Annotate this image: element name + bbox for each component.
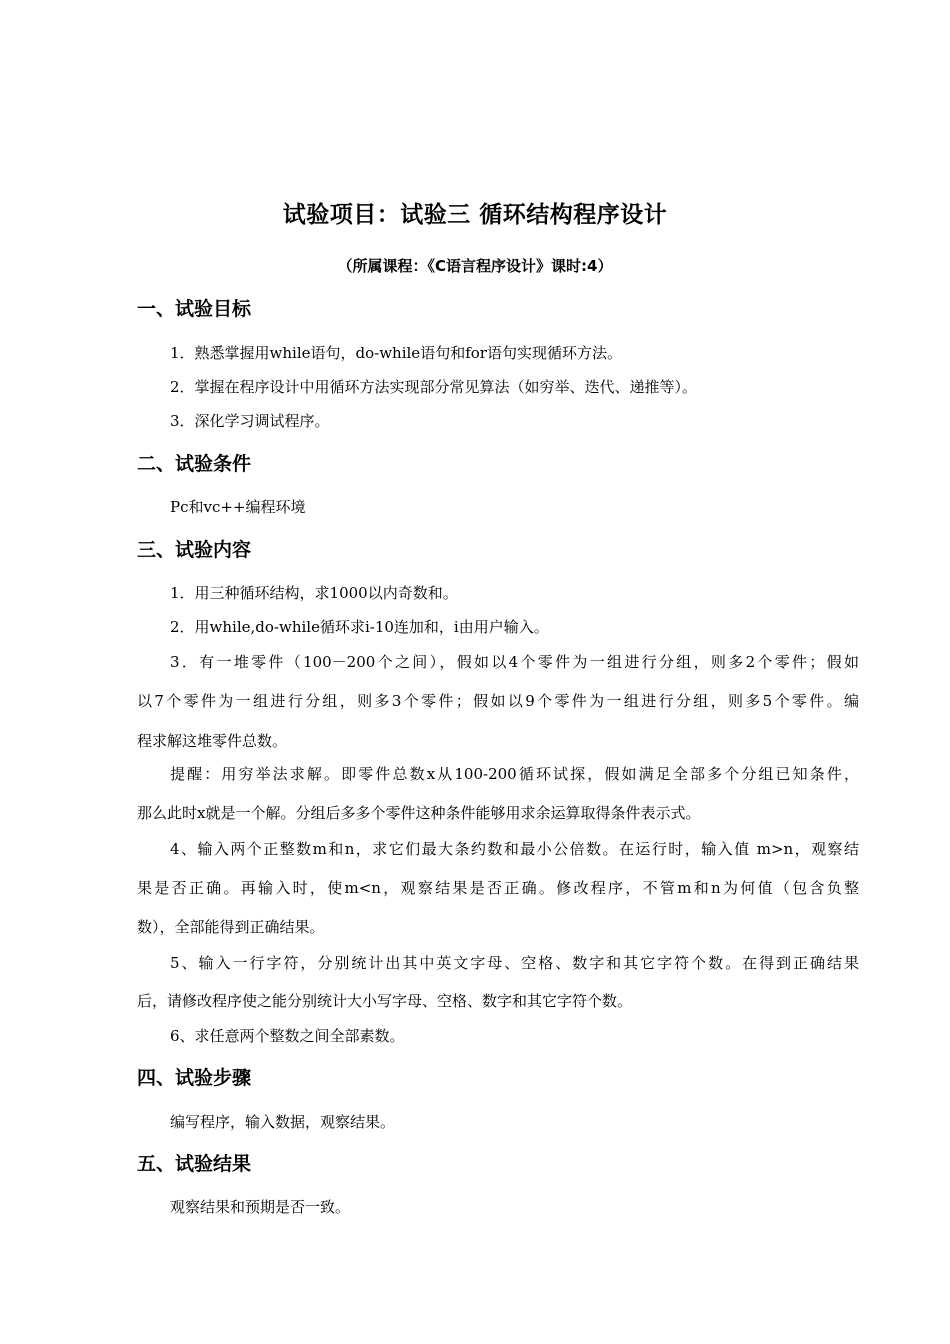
document-title: 试验项目：试验三 循环结构程序设计 [282,202,668,228]
steps-line-1: 编写程序，输入数据，观察结果。 [170,1113,396,1131]
document-subtitle: （所属课程：《C语言程序设计》课时:4） [337,257,613,275]
results-line-1: 观察结果和预期是否一致。 [170,1198,351,1216]
section-heading-results: 五、试验结果 [137,1153,252,1175]
content-line-6: 4、输入两个正整数m和n，求它们最大条约数和最小公倍数。在运行时，输入值 m>n，观察结 [170,840,859,858]
content-line-9: 5、输入一行字符，分别统计出其中英文字母、空格、数字和其它字符个数。在得到正确结果 [170,954,859,972]
conditions-line-1: Pc和vc++编程环境 [170,498,306,516]
objective-line-2: 2．掌握在程序设计中用循环方法实现部分常见算法（如穷举、迭代、递推等）。 [170,378,698,396]
hint-line-1: 提醒：用穷举法求解。即零件总数x从100-200循环试探，假如满足全部多个分组已知条件， [170,765,859,783]
content-line-11: 6、求任意两个整数之间全部素数。 [170,1027,405,1045]
content-line-7: 果是否正确。再输入时，使m<n，观察结果是否正确。修改程序，不管m和n为何值（包含负整 [137,879,859,897]
section-heading-conditions: 二、试验条件 [137,453,252,475]
section-heading-objectives: 一、试验目标 [137,298,252,320]
hint-line-2: 那么此时x就是一个解。分组后多多个零件这种条件能够用求余运算取得条件表示式。 [137,804,701,822]
objective-line-1: 1．熟悉掌握用while语句，do-while语句和for语句实现循环方法。 [170,344,622,362]
content-line-2: 2．用while,do-while循环求i-10连加和，i由用户输入。 [170,618,549,636]
objective-line-3: 3．深化学习调试程序。 [170,412,330,430]
content-line-4: 以7个零件为一组进行分组，则多3个零件；假如以9个零件为一组进行分组，则多5个零件。编 [137,692,859,710]
section-heading-steps: 四、试验步骤 [137,1067,252,1089]
content-line-8: 数），全部能得到正确结果。 [137,918,325,936]
content-line-10: 后，请修改程序使之能分别统计大小写字母、空格、数字和其它字符个数。 [137,992,633,1010]
content-line-1: 1．用三种循环结构，求1000以内奇数和。 [170,584,458,602]
content-line-5: 程求解这堆零件总数。 [137,732,288,750]
section-heading-content: 三、试验内容 [137,539,252,561]
content-line-3: 3．有一堆零件（100－200个之间），假如以4个零件为一组进行分组，则多2个零件；假如 [170,653,859,671]
